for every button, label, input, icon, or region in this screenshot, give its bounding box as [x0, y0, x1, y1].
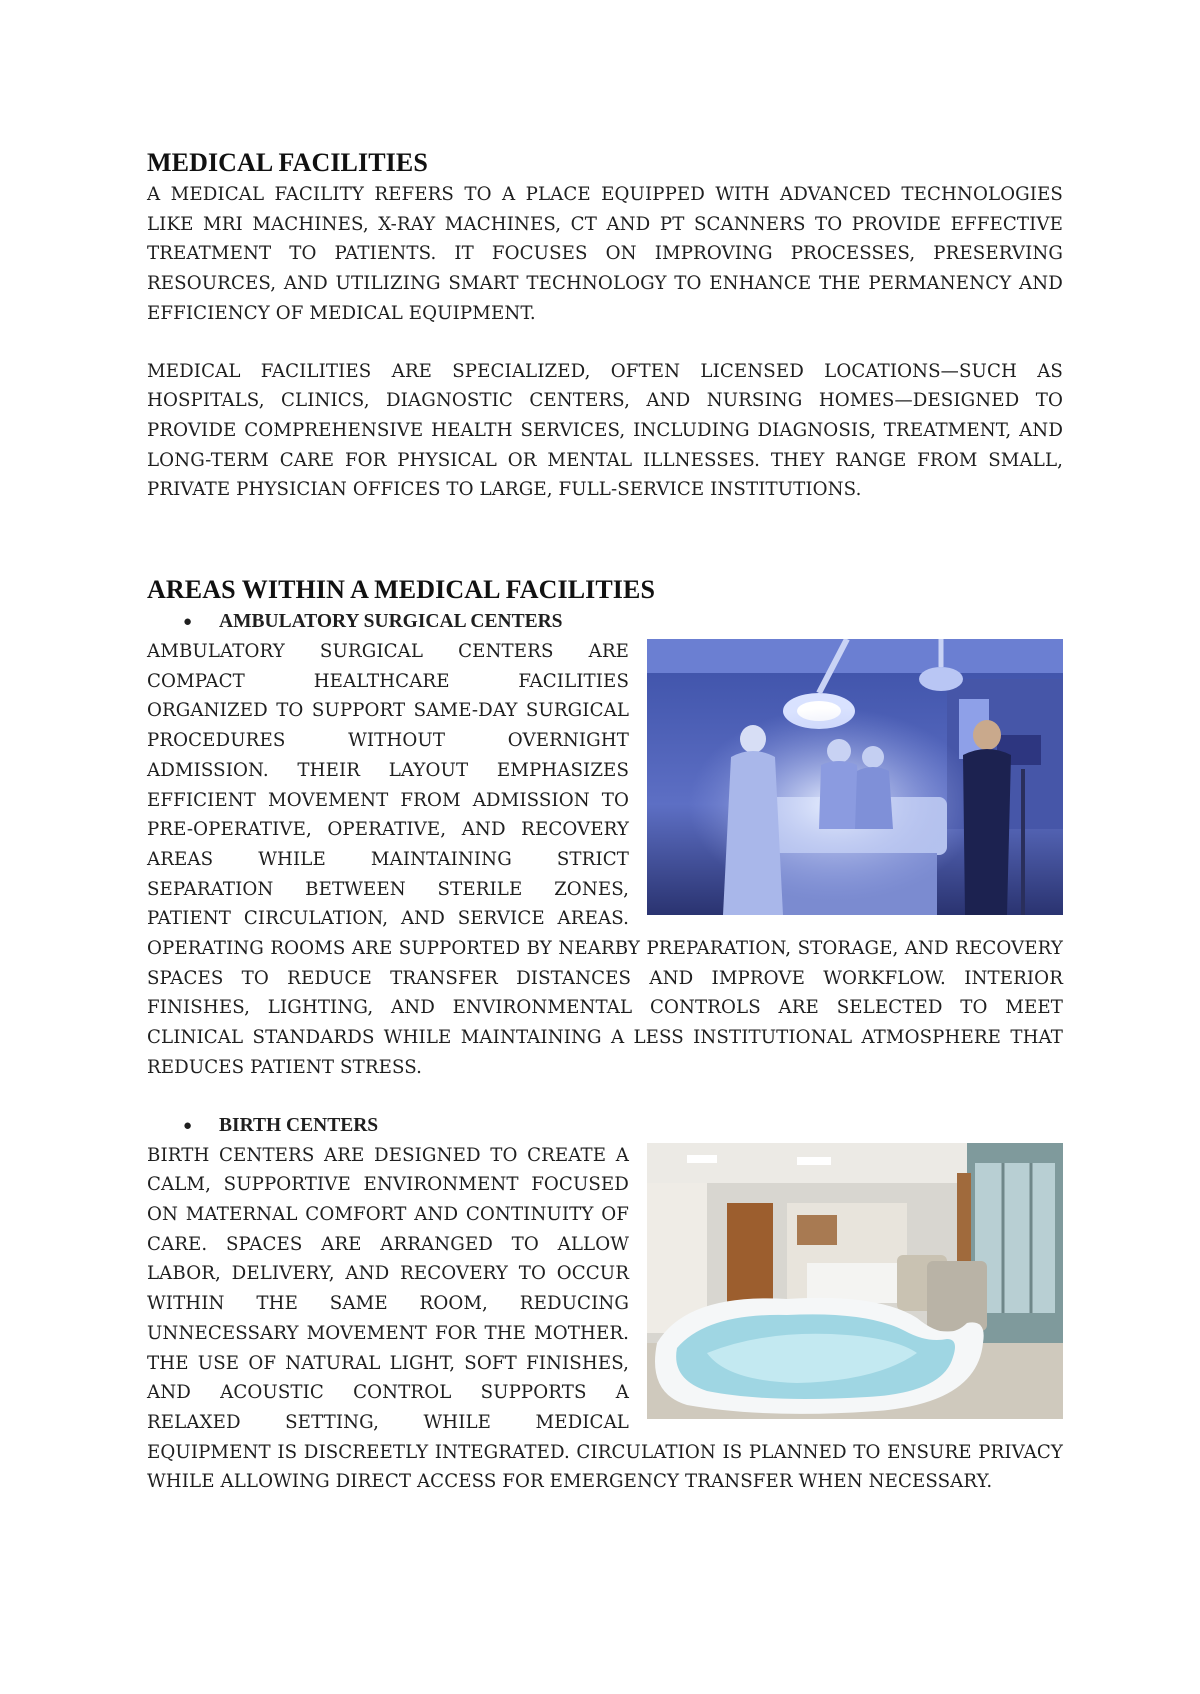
- paragraph-spacer: [147, 1083, 1063, 1111]
- bullet-item: [147, 1111, 1063, 1141]
- birthing-suite-illustration: [647, 1143, 1063, 1419]
- operating-room-illustration: [647, 639, 1063, 915]
- document-body: [147, 146, 1063, 1497]
- heading-areas: AREAS WITHIN A MEDICAL FACILITIES: [147, 575, 656, 605]
- area-description: AMBULATORY SURGICAL CENTERS ARE COMPACT HEALTHCARE FACILITIES ORGANIZED TO SUPPORT SAME-DAY SURGICAL PROCEDURES WITHOUT OVERNIGHT ADMISSION. THEIR LAYOUT EMPHASIZES EFFICIENT MOVEMENT FROM ADMISSION TO PRE-OPERATIVE, OPERATIVE, AND RECOVERY AREAS WHILE MAINTAINING STRICT SEPARATION BETWEEN STERILE ZONES, PATIENT CIRCULATION, AND SERVICE AREAS. OPERATING ROOMS ARE SUPPORTED BY NEARBY PREPARATION, STORAGE, AND RECOVERY SPACES TO REDUCE TRANSFER DISTANCES AND IMPROVE WORKFLOW. INTERIOR FINISHES, LIGHTING, AND ENVIRONMENTAL CONTROLS ARE SELECTED TO MEET CLINICAL STANDARDS WHILE MAINTAINING A LESS INSTITUTIONAL ATMOSPHERE THAT REDUCES PATIENT STRESS.: [147, 641, 1063, 1078]
- section-spacer: [147, 505, 1063, 573]
- paragraph-spacer: [147, 329, 1063, 357]
- heading-medical-facilities: MEDICAL FACILITIES: [147, 148, 428, 177]
- bullet-dot-icon: ●: [183, 614, 193, 631]
- intro-paragraph-1: A MEDICAL FACILITY REFERS TO A PLACE EQUIPPED WITH ADVANCED TECHNOLOGIES LIKE MRI MACHINES, X-RAY MACHINES, CT AND PT SCANNERS TO PROVIDE EFFECTIVE TREATMENT TO PATIENTS. IT FOCUSES ON IMPROVING PROCESSES, PRESERVING RESOURCES, AND UTILIZING SMART TECHNOLOGY TO ENHANCE THE PERMANENCY AND EFFICIENCY OF MEDICAL EQUIPMENT.: [147, 184, 1063, 324]
- area-title: AMBULATORY SURGICAL CENTERS: [219, 611, 563, 633]
- bullet-dot-icon: ●: [183, 1117, 193, 1134]
- operating-room-photo: [647, 639, 1063, 915]
- area-description: BIRTH CENTERS ARE DESIGNED TO CREATE A CALM, SUPPORTIVE ENVIRONMENT FOCUSED ON MATERNAL COMFORT AND CONTINUITY OF CARE. SPACES ARE ARRANGED TO ALLOW LABOR, DELIVERY, AND RECOVERY TO OCCUR WITHIN THE SAME ROOM, REDUCING UNNECESSARY MOVEMENT FOR THE MOTHER. THE USE OF NATURAL LIGHT, SOFT FINISHES, AND ACOUSTIC CONTROL SUPPORTS A RELAXED SETTING, WHILE MEDICAL EQUIPMENT IS DISCREETLY INTEGRATED. CIRCULATION IS PLANNED TO ENSURE PRIVACY WHILE ALLOWING DIRECT ACCESS FOR EMERGENCY TRANSFER WHEN NECESSARY.: [147, 1144, 1063, 1493]
- area-ambulatory-surgical-centers: [147, 607, 1063, 1083]
- area-birth-centers: [147, 1111, 1063, 1497]
- area-title: BIRTH CENTERS: [219, 1114, 379, 1136]
- intro-paragraph-2: MEDICAL FACILITIES ARE SPECIALIZED, OFTEN LICENSED LOCATIONS—SUCH AS HOSPITALS, CLINICS, DIAGNOSTIC CENTERS, AND NURSING HOMES—DESIGNED TO PROVIDE COMPREHENSIVE HEALTH SERVICES, INCLUDING DIAGNOSIS, TREATMENT, AND LONG-TERM CARE FOR PHYSICAL OR MENTAL ILLNESSES. THEY RANGE FROM SMALL, PRIVATE PHYSICIAN OFFICES TO LARGE, FULL-SERVICE INSTITUTIONS.: [147, 360, 1063, 501]
- birthing-suite-photo: [647, 1143, 1063, 1419]
- bullet-item: [147, 607, 1063, 637]
